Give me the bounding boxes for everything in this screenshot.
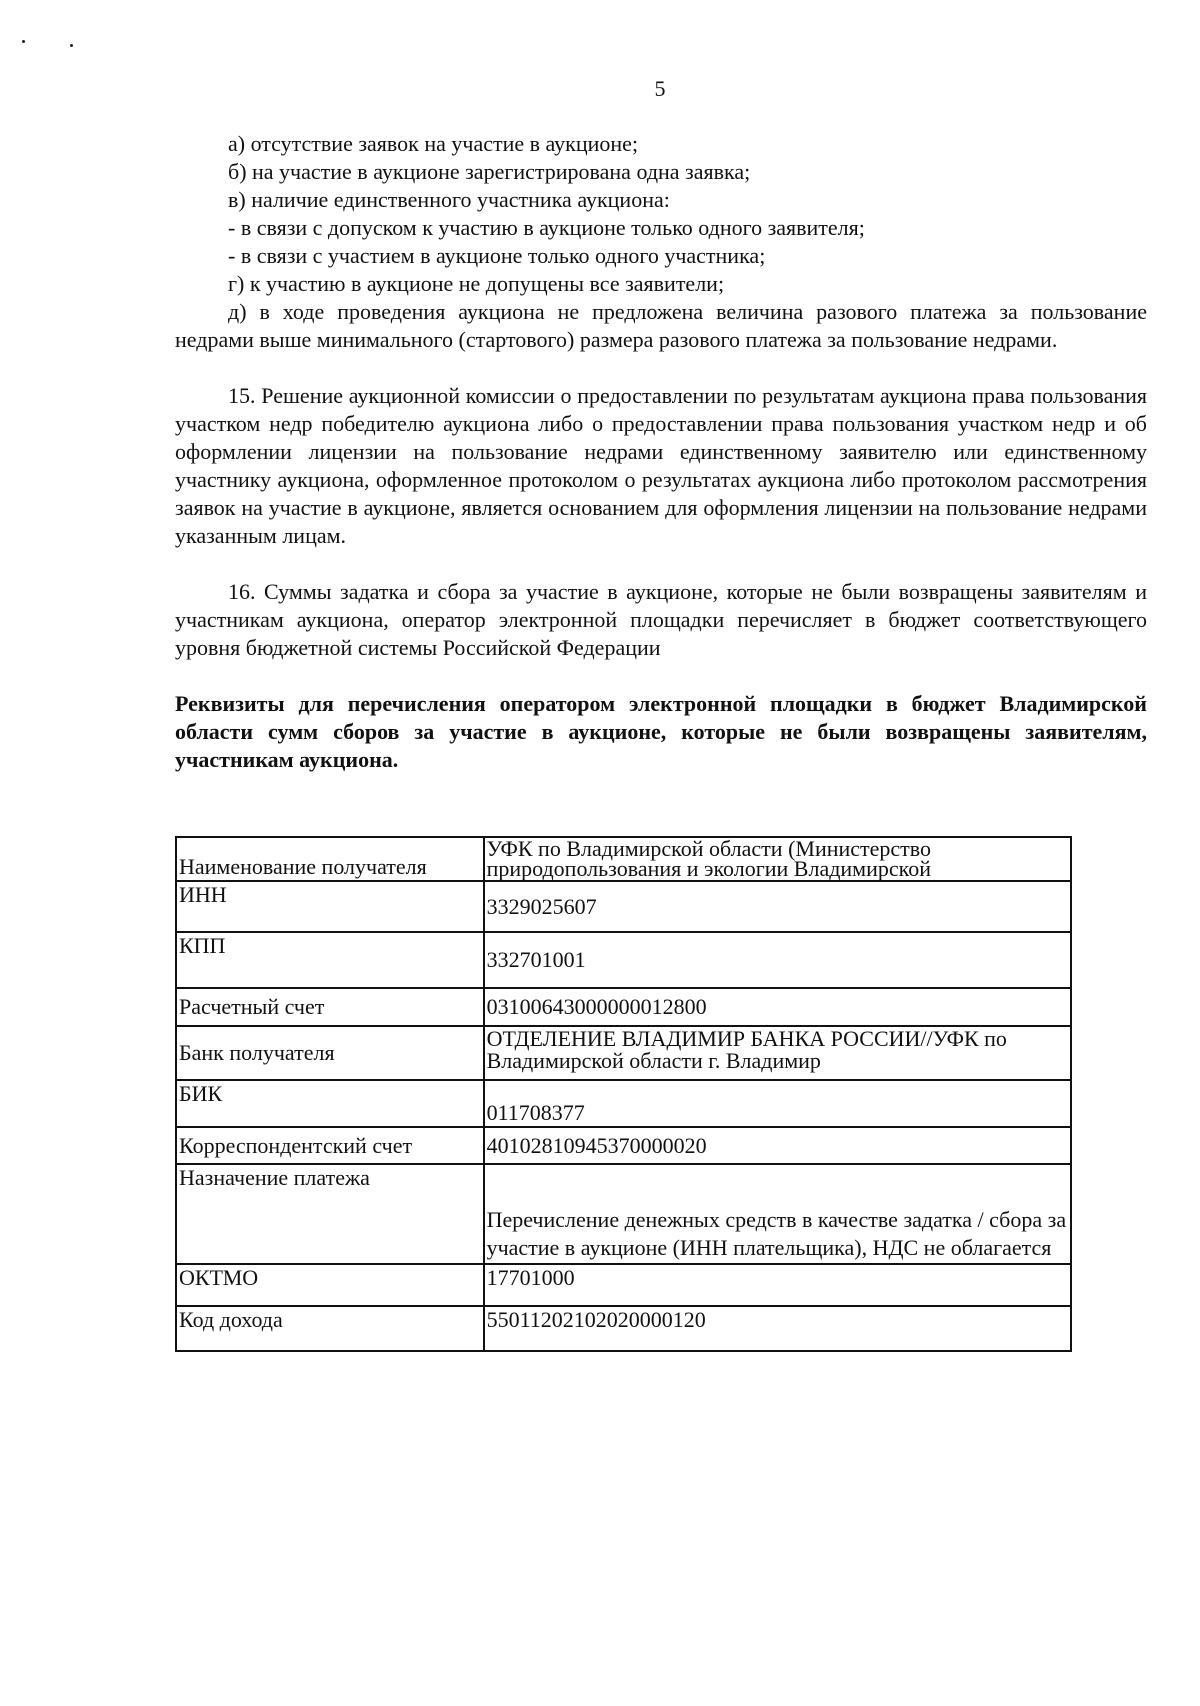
table-label: Наименование получателя xyxy=(176,837,484,881)
table-label: Расчетный счет xyxy=(176,988,484,1026)
table-value: 55011202102020000120 xyxy=(484,1306,1071,1351)
table-label: КПП xyxy=(176,932,484,988)
table-row xyxy=(176,988,1071,1026)
scan-speck xyxy=(22,40,25,43)
table-row xyxy=(176,932,1071,988)
table-value: 17701000 xyxy=(484,1264,1071,1306)
scan-speck xyxy=(70,44,73,47)
document-body xyxy=(175,130,1147,774)
table-value: УФК по Владимирской области (Министерство природопользования и экологии Владимирской xyxy=(484,837,1071,881)
list-item: а) отсутствие заявок на участие в аукционе; xyxy=(228,131,639,156)
list-item: в) наличие единственного участника аукциона: xyxy=(228,187,670,212)
table-row xyxy=(176,1080,1071,1127)
paragraph-16: 16. Суммы задатка и сбора за участие в аукционе, которые не были возвращены заявителям и участникам аукциона, оператор электронной площадки перечисляет в бюджет соответствующего уровня бюджетной системы Российской Федерации xyxy=(175,579,1147,660)
table-value: ОТДЕЛЕНИЕ ВЛАДИМИР БАНКА РОССИИ//УФК по Владимирской области г. Владимир xyxy=(484,1026,1071,1080)
table-value: 3329025607 xyxy=(484,881,1071,932)
table-label: ИНН xyxy=(176,881,484,932)
requisites-heading: Реквизиты для перечисления оператором электронной площадки в бюджет Владимирской области сумм сборов за участие в аукционе, которые не были возвращены заявителям, участникам аукциона. xyxy=(175,691,1147,772)
table-value: 03100643000000012800 xyxy=(484,988,1071,1026)
page-number: 5 xyxy=(654,76,666,101)
table-row xyxy=(176,1026,1071,1080)
table-row xyxy=(176,837,1071,881)
list-item: г) к участию в аукционе не допущены все заявители; xyxy=(228,271,725,296)
table-row xyxy=(176,1306,1071,1351)
table-label: Назначение платежа xyxy=(176,1164,484,1264)
table-value: 40102810945370000020 xyxy=(484,1127,1071,1164)
paragraph-15: 15. Решение аукционной комиссии о предоставлении по результатам аукциона права пользования участком недр победителю аукциона либо о предоставлении права пользования участком недр и об оформлении лицензии на пользование недрами единственному заявителю или единственному участнику аукциона, оформленное протоколом о результатах аукциона либо протоколом рассмотрения заявок на участие в аукционе, является основанием для оформления лицензии на пользование недрами указанным лицам. xyxy=(175,383,1147,548)
list-item: - в связи с допуском к участию в аукционе только одного заявителя; xyxy=(228,215,865,240)
table-label: Корреспондентский счет xyxy=(176,1127,484,1164)
table-value: Перечисление денежных средств в качестве задатка / сбора за участие в аукционе (ИНН плательщика), НДС не облагается xyxy=(484,1164,1071,1264)
table-label: ОКТМО xyxy=(176,1264,484,1306)
table-label: Код дохода xyxy=(176,1306,484,1351)
table-row xyxy=(176,1264,1071,1306)
list-item-d: д) в ходе проведения аукциона не предложена величина разового платежа за пользование недрами выше минимального (стартового) размера разового платежа за пользование недрами. xyxy=(175,299,1147,352)
table-value: 011708377 xyxy=(484,1080,1071,1127)
table-label: БИК xyxy=(176,1080,484,1127)
table-row xyxy=(176,881,1071,932)
table-row xyxy=(176,1164,1071,1264)
list-item: б) на участие в аукционе зарегистрирована одна заявка; xyxy=(228,159,751,184)
requisites-table xyxy=(175,836,1072,1352)
table-row xyxy=(176,1127,1071,1164)
table-value: 332701001 xyxy=(484,932,1071,988)
table-label: Банк получателя xyxy=(176,1026,484,1080)
list-item: - в связи с участием в аукционе только одного участника; xyxy=(228,243,766,268)
